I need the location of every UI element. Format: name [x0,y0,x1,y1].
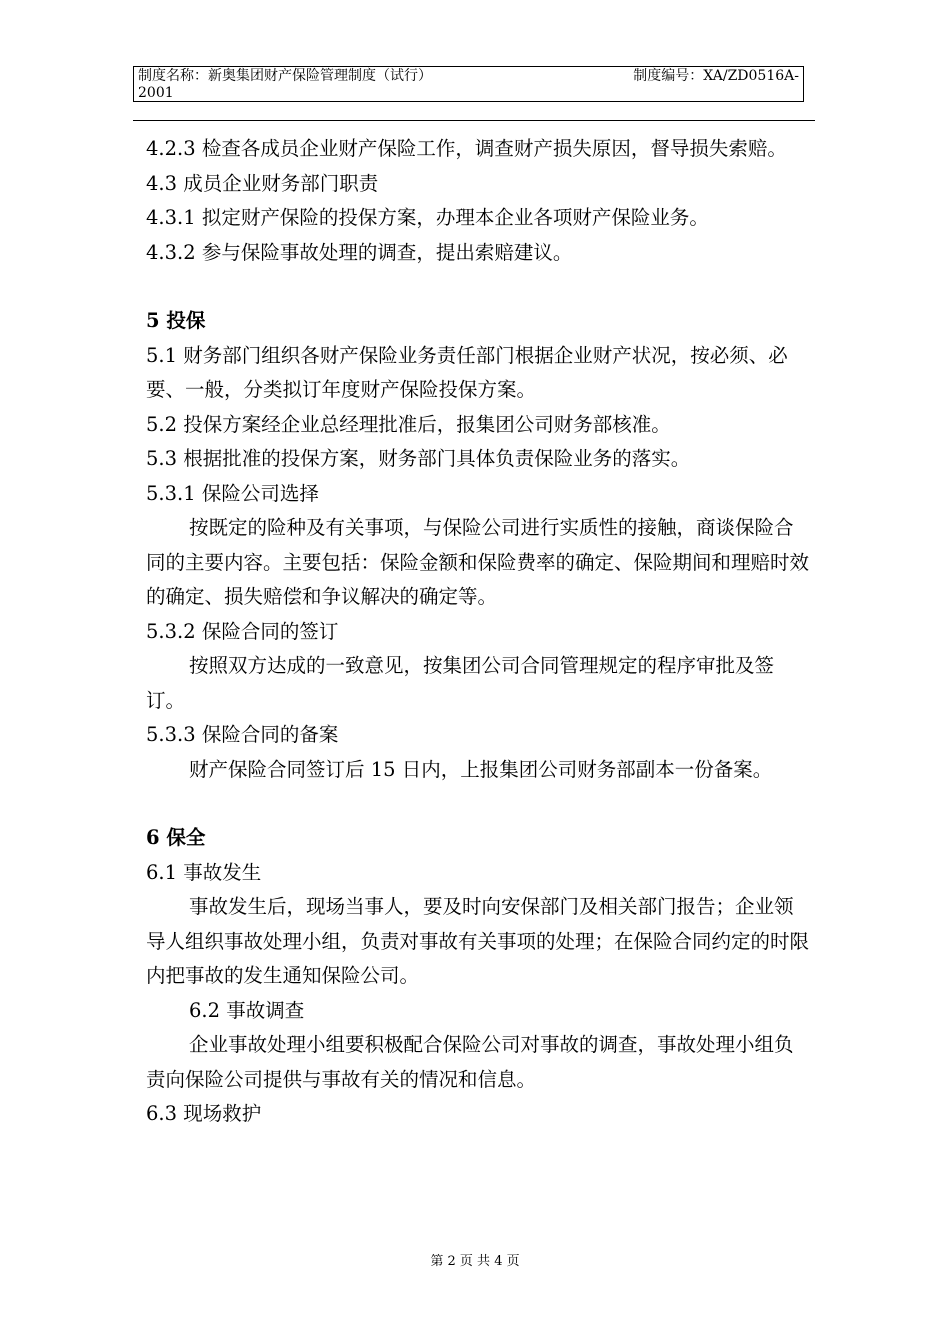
policy-code: 制度编号：XA/ZD0516A- [633,68,799,84]
section-5-heading: 5 投保 [146,309,206,332]
clause-6-1: 6.1 事故发生 [146,860,262,884]
clause-6-1-body: 事故发生后，现场当事人，要及时向安保部门及相关部门报告；企业领导人组织事故处理小组，负责对事故有关事项的处理；在保险合同约定的时限内把事故的发生通知保险公司。 [146,895,810,987]
clause-5-3-3-body: 财产保险合同签订后 15 日内，上报集团公司财务部副本一份备案。 [189,757,773,781]
clause-4-3: 4.3 成员企业财务部门职责 [146,171,379,195]
policy-name: 制度名称：新奥集团财产保险管理制度（试行） [138,68,432,84]
document-header [133,66,804,102]
clause-5-3-3: 5.3.3 保险合同的备案 [146,723,339,746]
page-number: 第 2 页 共 4 页 [430,1254,520,1269]
clause-5-3-2-body: 按照双方达成的一致意见，按集团公司合同管理规定的程序审批及签订。 [146,654,775,712]
clause-5-2: 5.2 投保方案经企业总经理批准后，报集团公司财务部核准。 [146,412,671,436]
clause-6-3: 6.3 现场救护 [146,1102,262,1125]
clause-5-3: 5.3 根据批准的投保方案，财务部门具体负责保险业务的落实。 [146,447,691,470]
clause-4-2-3: 4.2.3 检查各成员企业财产保险工作，调查财产损失原因，督导损失索赔。 [146,137,787,160]
clause-6-2: 6.2 事故调查 [189,998,305,1022]
header-rule [133,120,815,121]
clause-5-3-2: 5.3.2 保险合同的签订 [146,619,339,643]
clause-5-1: 5.1 财务部门组织各财产保险业务责任部门根据企业财产状况，按必须、必要、一般，分类拟订年度财产保险投保方案。 [146,343,788,401]
document-body [146,132,810,1132]
section-6-heading: 6 保全 [146,826,206,849]
policy-code-continued: 2001 [138,85,174,101]
spacer [146,270,810,304]
clause-4-3-1: 4.3.1 拟定财产保险的投保方案，办理本企业各项财产保险业务。 [146,206,709,229]
clause-5-3-1: 5.3.1 保险公司选择 [146,481,319,505]
spacer [146,787,810,821]
clause-5-3-1-body: 按既定的险种及有关事项，与保险公司进行实质性的接触，商谈保险合同的主要内容。主要包括：保险金额和保险费率的确定、保险期间和理赔时效的确定、损失赔偿和争议解决的确定等。 [146,516,810,608]
clause-4-3-2: 4.3.2 参与保险事故处理的调查，提出索赔建议。 [146,240,573,264]
clause-6-2-body: 企业事故处理小组要积极配合保险公司对事故的调查，事故处理小组负责向保险公司提供与事故有关的情况和信息。 [146,1033,794,1091]
